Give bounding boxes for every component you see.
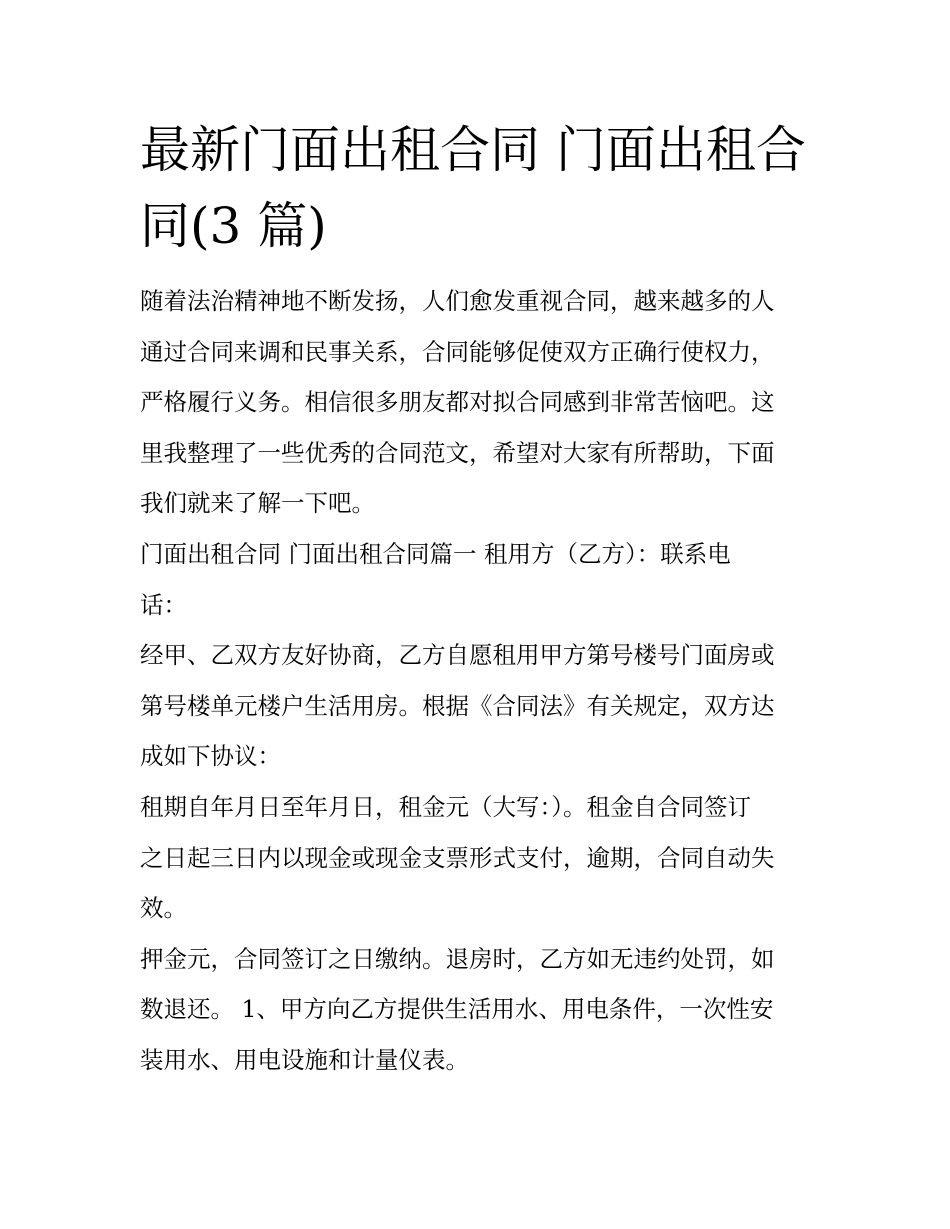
intro-paragraph: 随着法治精神地不断发扬，人们愈发重视合同，越来越多的人 通过合同来调和民事关系，合同能够促使双方正确行使权力， 严格履行义务。相信很多朋友都对拟合同感到非常苦恼吧。这 里我整理了一些优秀的合同范文，希望对大家有所帮助，下面 我们就来了解一下吧。 xyxy=(140,287,775,518)
lease-term-paragraph: 租期自年月日至年月日，租金元（大写：）。租金自合同签订 之日起三日内以现金或现金支票形式支付，逾期，合同自动失 效。 xyxy=(140,792,775,923)
agreement-paragraph: 经甲、乙双方友好协商，乙方自愿租用甲方第号楼号门面房或 第号楼单元楼户生活用房。根据《合同法》有关规定，双方达 成如下协议： xyxy=(140,641,775,771)
deposit-paragraph: 押金元，合同签订之日缴纳。退房时，乙方如无违约处罚，如 数退还。 1、甲方向乙方提供生活用水、用电条件，一次性安 装用水、用电设施和计量仪表。 xyxy=(140,944,775,1074)
document-title: 最新门面出租合同 门面出租合 同(3 篇) xyxy=(140,121,806,255)
contract-heading-paragraph: 门面出租合同 门面出租合同篇一 租用方（乙方）：联系电 话： xyxy=(140,539,731,619)
document-body xyxy=(140,276,820,1086)
